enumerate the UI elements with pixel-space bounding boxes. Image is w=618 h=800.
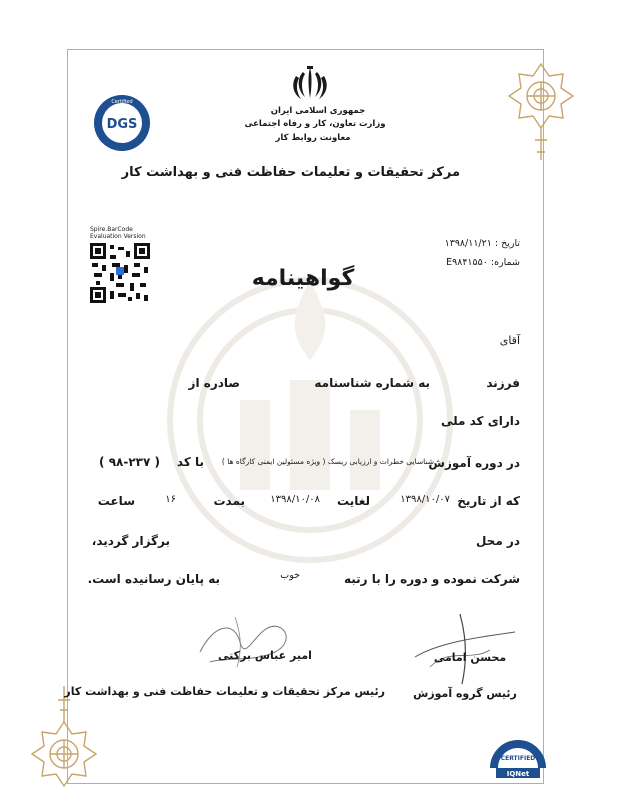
from-date-label: که از تاریخ [457,494,520,508]
course-code: ( ۹۸-۲۳۷ ) [99,455,160,469]
child-of-label: فرزند [486,376,520,390]
barcode-caption [90,226,146,240]
header-center: مرکز تحقیقات و تعلیمات حفاظت فنی و بهداشت کار [121,165,460,180]
left-signatory-title: رئیس مرکز تحقیقات و تعلیمات حفاظت فنی و بهداشت کار [64,685,385,698]
issued-from-label: صادره از [188,376,240,390]
completed-text: به پایان رسانیده است. [87,572,220,586]
dgs-certified-text: Certified [111,99,133,105]
duration-label: بمدت [213,494,245,508]
hours-value: ۱۶ [165,494,176,505]
number-row [430,257,520,268]
right-signature-scribble [410,612,520,687]
left-signature-scribble [195,612,305,672]
with-code-label: با کد [176,455,204,469]
left-signatory-name: امیر عباس برکتی [218,649,312,662]
mr-label: آقای [499,334,520,347]
number-value: E۹۸۴۱۵۵۰ [446,257,488,268]
location-label: در محل [475,534,520,548]
from-date: ۱۳۹۸/۱۰/۰۷ [400,494,450,505]
date-label: تاریخ : [494,238,520,249]
iran-emblem-icon [291,66,329,102]
qr-code [90,243,150,303]
date-value: ۱۳۹۸/۱۱/۲۱ [444,238,492,249]
hours-label: ساعت [97,494,135,508]
right-signatory-title: رئیس گروه آموزش [413,687,517,700]
held-text: برگزار گردید، [91,534,170,548]
header-deputy: معاونت روابط کار [275,133,351,143]
header-ministry: وزارت تعاون، کار و رفاه اجتماعی [244,119,386,129]
grade-value: خوب [280,570,300,581]
until-label: لغایت [337,494,370,508]
iqnet-certified-logo [488,738,548,780]
id-number-label: به شماره شناسنامه [314,376,430,390]
until-date: ۱۳۹۸/۱۰/۰۸ [270,494,320,505]
course-name: شناسایی خطرات و ارزیابی ریسک ( ویژه مسئولین ایمنی کارگاه ها ) [221,457,434,466]
header-country: جمهوری اسلامی ایران [270,106,366,116]
course-in-label: در دوره آموزش [428,456,520,470]
certificate-title: گواهینامه [251,266,355,291]
dgs-logo-text: DGS [106,117,138,132]
participated-text: شرکت نموده و دوره را با رتبه [343,572,520,586]
number-label: شماره: [490,257,520,268]
right-signatory-name: محسن امامی [433,651,507,664]
dgs-certification-logo [92,93,152,153]
national-code-label: دارای کد ملی [440,414,520,428]
iqnet-text: IQNet [506,770,530,778]
barcode-caption-line1: Spire.BarCode [90,226,133,233]
top-right-ornament [505,60,577,170]
iqnet-certified-text: CERTIFIED [500,755,536,762]
barcode-caption-line2: Evaluation Version [90,233,146,240]
date-row [430,238,520,249]
